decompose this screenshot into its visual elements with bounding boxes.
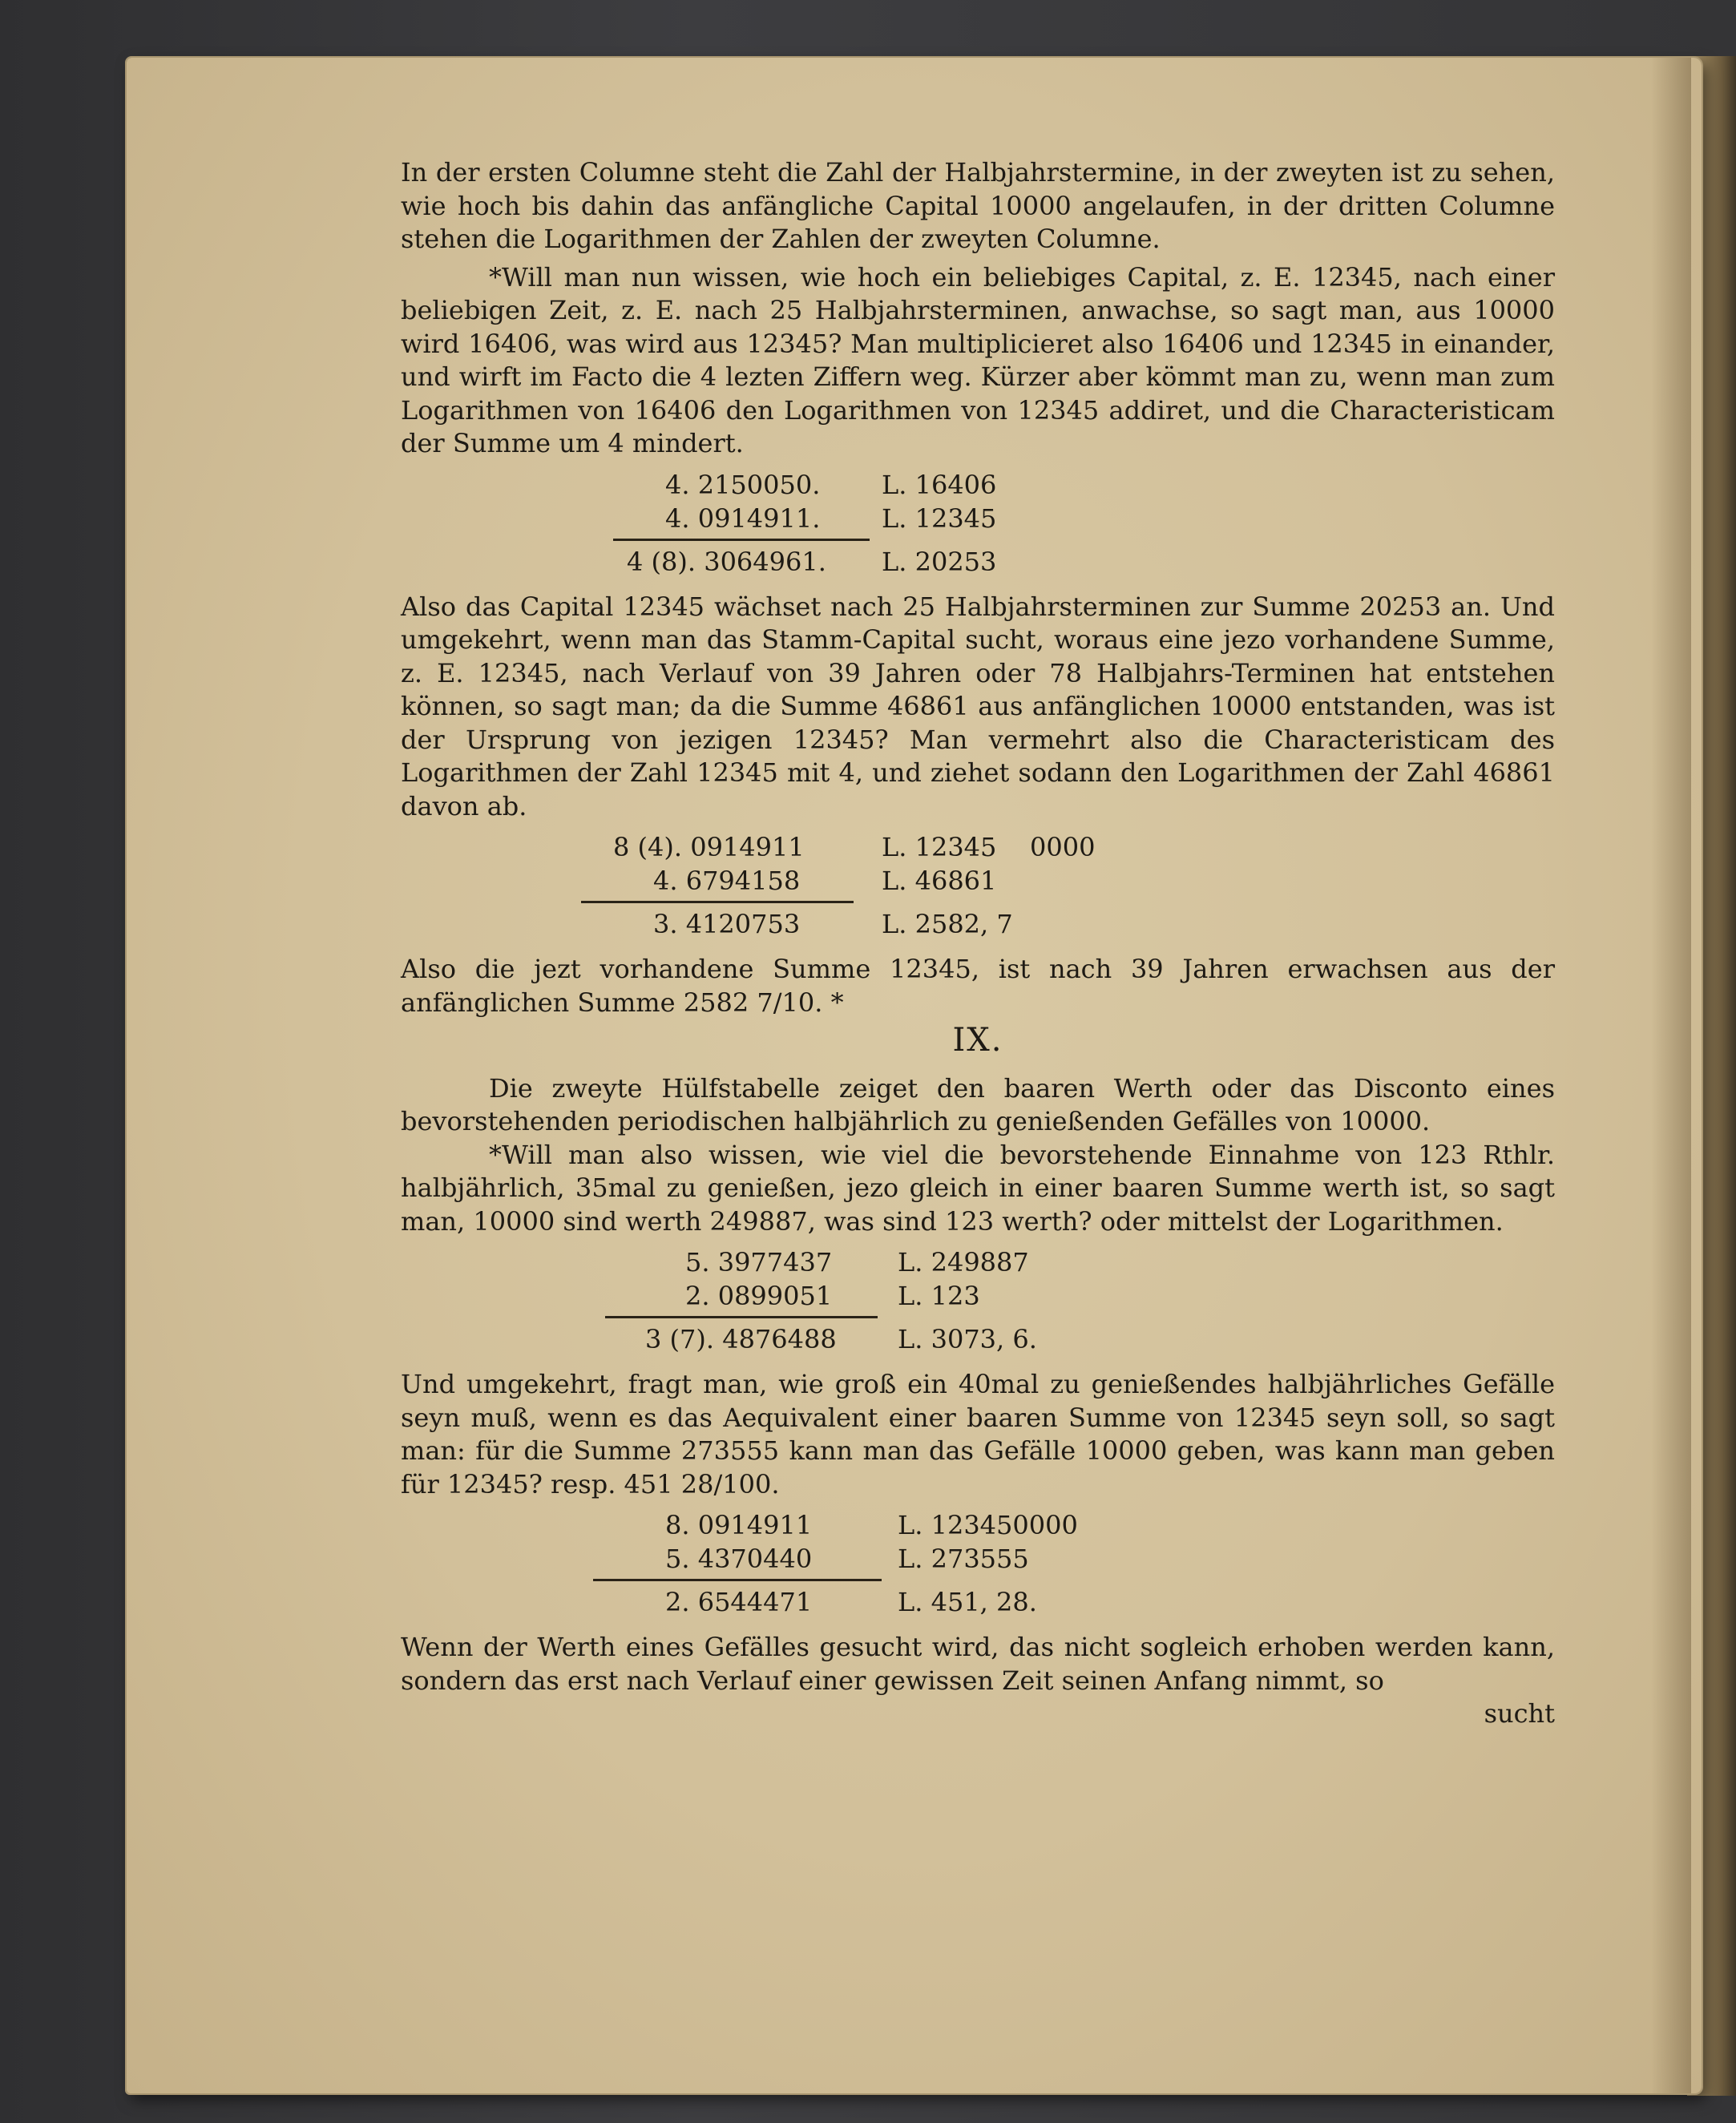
calc-log: L. 273555: [898, 1544, 1029, 1574]
calc-log: L. 20253: [882, 546, 997, 577]
calculation-4: [401, 1509, 1555, 1621]
paragraph-second-table: Die zweyte Hülfstabelle zeiget den baaren Werth oder das Disconto eines bevorstehenden periodischen halbjährlich zu genießenden Gefälles von 10000.: [401, 1072, 1555, 1136]
calc-log: L. 12345: [882, 832, 997, 862]
calc-number: 4. 0914911.: [665, 502, 821, 534]
paragraph-disconto-example: *Will man also wissen, wie viel die bevorstehende Einnahme von 123 Rthlr. halbjährlich, 35mal zu genießen, jezo gleich in einer baaren Summe werth ist, so sagt man, 10000 sind werth 249887, was sind 123 werth? oder mittelst der Logarithmen.: [401, 1139, 1555, 1237]
gutter-shadow: [1651, 58, 1691, 2093]
paragraph-reverse-capital: Also das Capital 12345 wächset nach 25 Halbjahrsterminen zur Summe 20253 an. Und umgekehrt, wenn man das Stamm-Capital sucht, woraus eine jezo vorhandene Summe, z. E. 12345, nach Verlauf von 39 Jahren oder 78 Halbjahrs-Terminen hat entstehen können, so sagt man; da die Summe 46861 aus anfänglichen 10000 entstanden, was ist der Ursprung von jezigen 12345? Man vermehrt also die Characteristicam des Logarithmen der Zahl 12345 mit 4, und ziehet sodann den Logarithmen der Zahl 46861 davon ab.: [401, 591, 1555, 821]
calc-number: 8 (4). 0914911: [613, 832, 805, 862]
paragraph-columns-intro: In der ersten Columne steht die Zahl der Halbjahrstermine, in der zweyten ist zu sehen, wie hoch bis dahin das anfängliche Capital 10000 angelaufen, in der dritten Columne stehen die Logarithmen der Zahlen der zweyten Columne.: [401, 157, 1555, 254]
paragraph-result-summary: Also die jezt vorhandene Summe 12345, ist nach 39 Jahren erwachsen aus der anfänglichen Summe 2582 7/10. *: [401, 954, 1555, 1018]
difference-line: [581, 901, 854, 903]
calculation-1: [401, 469, 1555, 581]
calc-number: 2. 6544471: [665, 1587, 813, 1617]
calc-number: 5. 4370440: [665, 1544, 813, 1574]
calc-number: 2. 0899051: [685, 1281, 833, 1311]
calc-log: L. 123: [898, 1281, 980, 1311]
calculation-2: [401, 831, 1555, 943]
catchword: sucht: [1484, 1698, 1555, 1729]
calc-log: L. 2582, 7: [882, 909, 1013, 939]
calc-log: L. 249887: [898, 1247, 1029, 1277]
calculation-3: [401, 1246, 1555, 1358]
difference-line: [593, 1579, 882, 1581]
calc-number: 5. 3977437: [685, 1247, 833, 1277]
page-text: [401, 156, 1555, 1731]
calc-number: 4 (8). 3064961.: [627, 546, 826, 577]
calc-log: L. 123450000: [898, 1510, 1078, 1540]
calc-log: L. 12345: [882, 502, 997, 534]
paragraph-reverse-gefaelle: Und umgekehrt, fragt man, wie groß ein 40mal zu genießendes halbjährliches Gefälle seyn muß, wenn es das Aequivalent einer baaren Summe von 12345 seyn soll, so sagt man: für die Summe 273555 kann man das Gefälle 10000 geben, was kann man geben für 12345? resp. 451 28/100.: [401, 1369, 1555, 1499]
paragraph-deferred-value: Wenn der Werth eines Gefälles gesucht wird, das nicht sogleich erhoben werden kann, sondern das erst nach Verlauf einer gewissen Zeit seinen Anfang nimmt, so: [401, 1632, 1555, 1696]
calc-number: 3. 4120753: [653, 909, 801, 939]
calc-log: L. 46861: [882, 866, 997, 896]
calc-extra: 0000: [1030, 832, 1096, 862]
calc-log: L. 16406: [882, 469, 997, 500]
calc-number: 4. 6794158: [653, 866, 801, 896]
sum-line: [605, 1316, 878, 1318]
calc-number: 8. 0914911: [665, 1510, 813, 1540]
sum-line: [613, 539, 870, 541]
calc-log: L. 3073, 6.: [898, 1324, 1037, 1354]
calc-log: L. 451, 28.: [898, 1587, 1037, 1617]
section-heading: IX.: [952, 1022, 1003, 1059]
calc-number: 4. 2150050.: [665, 469, 821, 500]
calc-number: 3 (7). 4876488: [645, 1324, 837, 1354]
paragraph-capital-growth: *Will man nun wissen, wie hoch ein beliebiges Capital, z. E. 12345, nach einer beliebigen Zeit, z. E. nach 25 Halbjahrsterminen, anwachse, so sagt man, aus 10000 wird 16406, was wird aus 12345? Man multiplicieret also 16406 und 12345 in einander, und wirft im Facto die 4 lezten Ziffern weg. Kürzer aber kömmt man zu, wenn man zum Logarithmen von 16406 den Logarithmen von 12345 addiret, und die Characteristicam der Summe um 4 mindert.: [401, 261, 1555, 458]
